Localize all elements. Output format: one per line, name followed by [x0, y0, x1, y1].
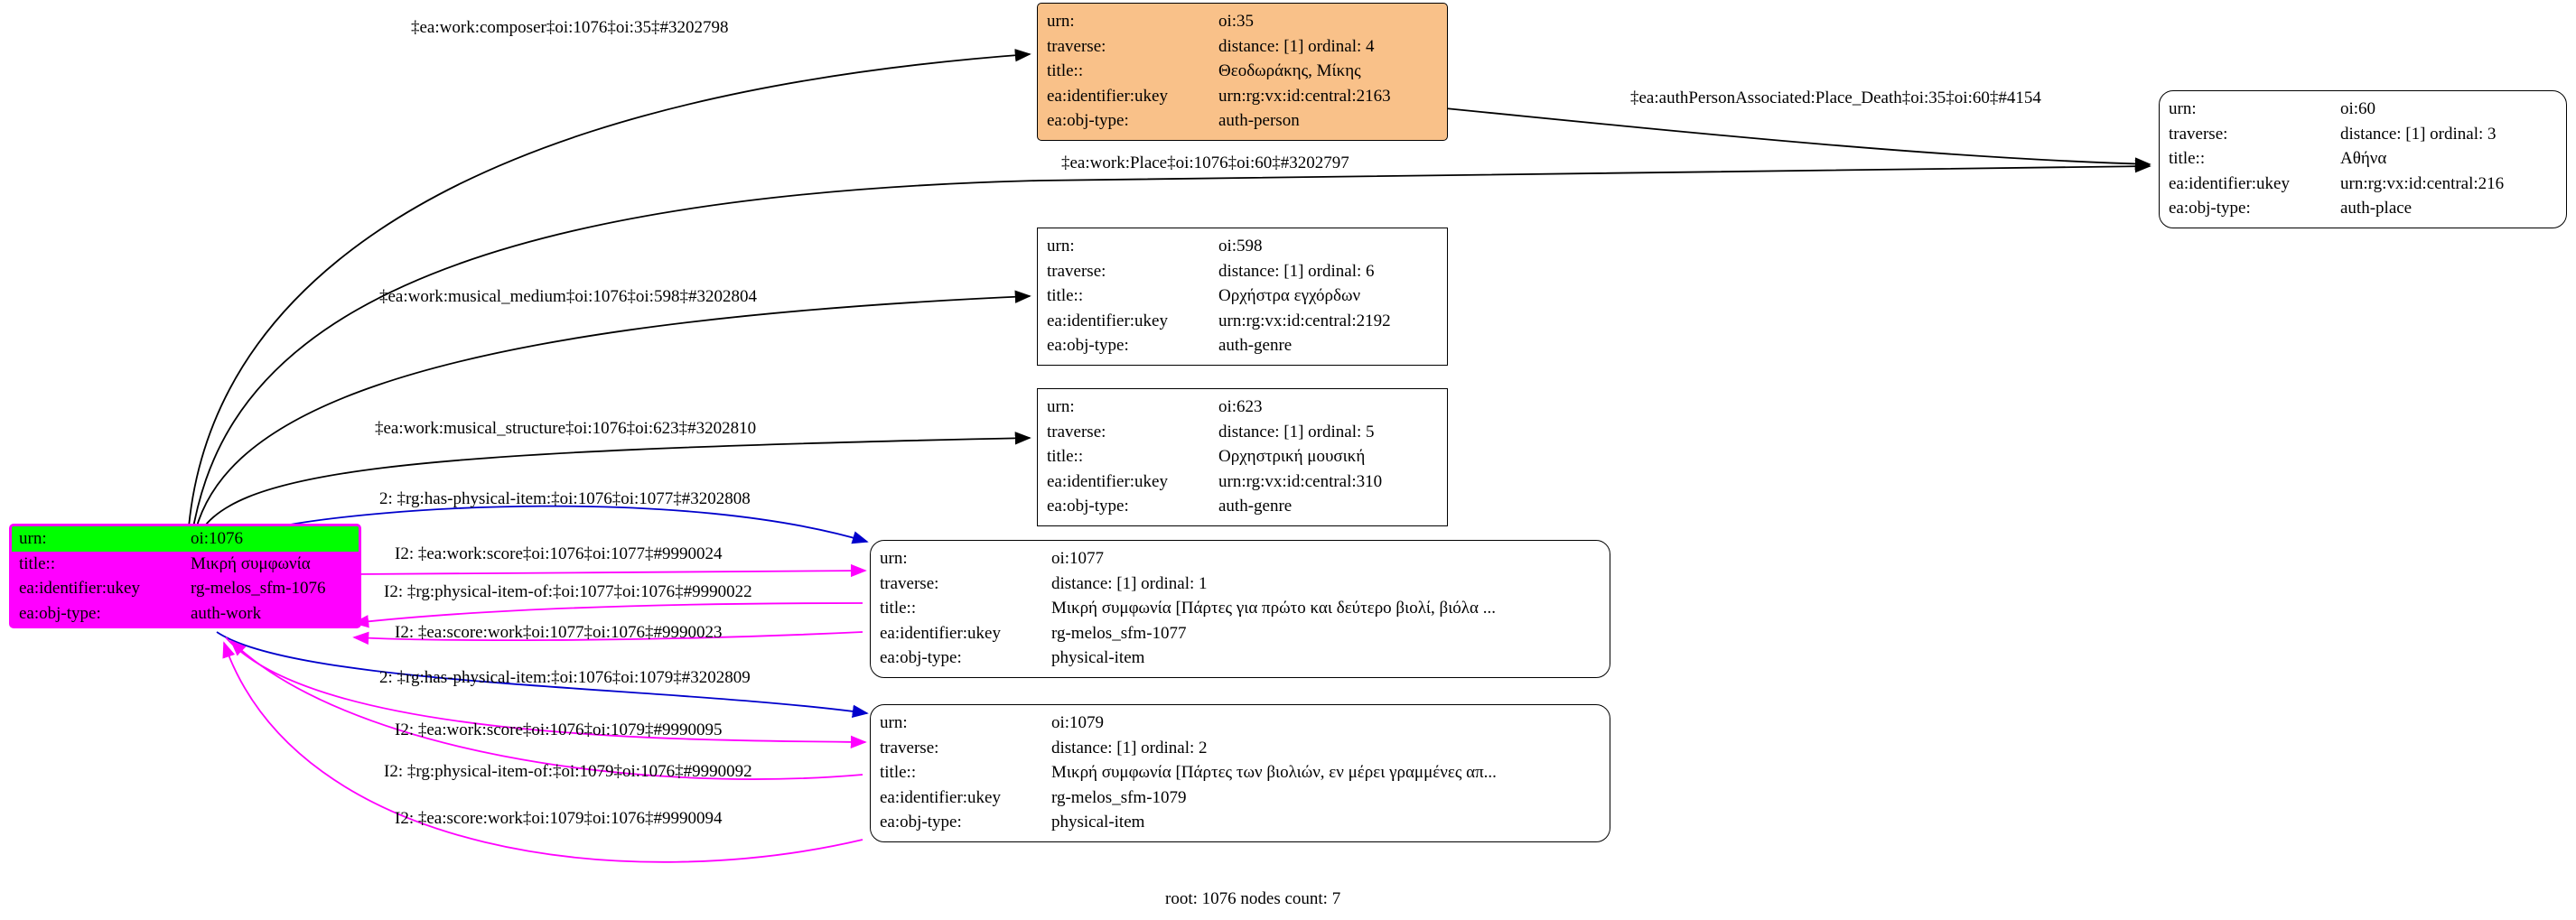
node-physical-item-1079[interactable]: [870, 704, 1610, 842]
field-label-urn: urn:: [1047, 12, 1075, 31]
field-value-traverse: distance: [1] ordinal: 1: [1051, 573, 1208, 593]
field-value-traverse: distance: [1] ordinal: 5: [1218, 422, 1375, 441]
field-label-ukey: ea:identifier:ukey: [1047, 86, 1168, 106]
field-label-title: title::: [1047, 61, 1084, 80]
field-value-ukey: urn:rg:vx:id:central:2163: [1218, 86, 1391, 106]
field-value-objtype: auth-genre: [1218, 497, 1293, 516]
field-label-ukey: ea:identifier:ukey: [1047, 311, 1168, 330]
field-value-urn: oi:1079: [1051, 713, 1105, 732]
node-row-ukey: [1047, 84, 1438, 109]
node-row-traverse: [1047, 34, 1438, 60]
field-label-objtype: ea:obj-type:: [1047, 497, 1129, 516]
node-row-title: [1047, 444, 1438, 469]
node-genre-623[interactable]: [1037, 388, 1448, 526]
field-label-traverse: traverse:: [1047, 422, 1106, 441]
field-value-ukey: rg-melos_sfm-1079: [1051, 787, 1187, 807]
field-value-objtype: physical-item: [1051, 813, 1145, 832]
field-label-traverse: traverse:: [1047, 36, 1106, 56]
field-value-traverse: distance: [1] ordinal: 3: [2340, 124, 2497, 144]
edge-label-work-composer: ‡ea:work:composer‡oi:1076‡oi:35‡#3202798: [411, 18, 729, 37]
edge-label-physical-item-of-1077: I2: ‡rg:physical-item-of:‡oi:1077‡oi:1076‡#9990022: [384, 582, 752, 601]
field-label-objtype: ea:obj-type:: [1047, 111, 1129, 130]
field-value-objtype: auth-place: [2340, 199, 2413, 218]
field-label-objtype: ea:obj-type:: [1047, 336, 1129, 355]
field-value-traverse: distance: [1] ordinal: 6: [1218, 261, 1375, 281]
node-row-urn: [1047, 395, 1438, 420]
field-value-traverse: distance: [1] ordinal: 2: [1051, 738, 1208, 757]
field-label-traverse: traverse:: [880, 573, 939, 593]
edge-label-work-musical-structure: ‡ea:work:musical_structure‡oi:1076‡oi:623‡#3202810: [375, 419, 757, 438]
field-label-objtype: ea:obj-type:: [880, 648, 962, 667]
field-label-traverse: traverse:: [880, 738, 939, 757]
field-value-objtype: auth-genre: [1218, 336, 1293, 355]
edge-label-work-musical-medium: ‡ea:work:musical_medium‡oi:1076‡oi:598‡#3202804: [379, 287, 757, 306]
edge-label-has-physical-item-1077: 2: ‡rg:has-physical-item:‡oi:1076‡oi:1077‡#3202808: [379, 489, 751, 508]
node-row-traverse: [880, 572, 1601, 597]
node-row-ukey: [12, 576, 359, 601]
field-value-urn: oi:1076: [191, 529, 244, 548]
field-value-objtype: physical-item: [1051, 648, 1145, 667]
field-label-title: title::: [19, 553, 56, 573]
node-row-ukey: [2169, 172, 2557, 197]
field-label-urn: urn:: [880, 713, 908, 732]
field-label-ukey: ea:identifier:ukey: [880, 787, 1001, 807]
node-row-ukey: [1047, 469, 1438, 495]
node-row-objtype: [1047, 333, 1438, 358]
field-value-urn: oi:623: [1218, 397, 1263, 416]
field-label-urn: urn:: [1047, 237, 1075, 256]
node-row-ukey: [1047, 309, 1438, 334]
field-value-ukey: rg-melos_sfm-1076: [191, 579, 326, 598]
node-row-objtype: [1047, 494, 1438, 519]
node-row-urn: [12, 526, 359, 552]
field-value-objtype: auth-person: [1218, 111, 1300, 130]
node-row-objtype: [880, 646, 1601, 671]
graph-footer: root: 1076 nodes count: 7: [1165, 889, 1341, 908]
node-row-traverse: [1047, 420, 1438, 445]
field-label-title: title::: [1047, 286, 1084, 305]
edge-label-authperson-place-death: ‡ea:authPersonAssociated:Place_Death‡oi:35‡oi:60‡#4154: [1630, 88, 2041, 107]
node-person-35[interactable]: [1037, 3, 1448, 141]
field-label-ukey: ea:identifier:ukey: [19, 579, 140, 598]
field-value-title: Μικρή συμφωνία [Πάρτες των βιολιών, εν μέρει γραμμένες απ...: [1051, 763, 1497, 782]
node-root-1076[interactable]: [9, 524, 361, 628]
field-label-urn: urn:: [19, 529, 47, 548]
node-row-title: [1047, 283, 1438, 309]
field-label-ukey: ea:identifier:ukey: [1047, 471, 1168, 491]
field-value-urn: oi:598: [1218, 237, 1263, 256]
node-row-urn: [2169, 97, 2557, 122]
field-label-objtype: ea:obj-type:: [2169, 199, 2251, 218]
node-row-objtype: [1047, 108, 1438, 134]
node-row-title: [880, 596, 1601, 621]
node-physical-item-1077[interactable]: [870, 540, 1610, 678]
field-value-title: Θεοδωράκης, Μίκης: [1218, 61, 1361, 80]
field-value-urn: oi:60: [2340, 99, 2376, 118]
field-value-ukey: urn:rg:vx:id:central:216: [2340, 173, 2505, 193]
field-value-title: Μικρή συμφωνία: [191, 553, 311, 573]
field-label-title: title::: [2169, 149, 2206, 168]
field-label-urn: urn:: [1047, 397, 1075, 416]
field-label-ukey: ea:identifier:ukey: [880, 623, 1001, 643]
field-label-ukey: ea:identifier:ukey: [2169, 173, 2290, 193]
edge-label-work-place: ‡ea:work:Place‡oi:1076‡oi:60‡#3202797: [1061, 153, 1349, 172]
node-row-title: [2169, 146, 2557, 172]
field-value-title: Ορχηστρική μουσική: [1218, 447, 1366, 466]
node-row-traverse: [880, 736, 1601, 761]
field-value-traverse: distance: [1] ordinal: 4: [1218, 36, 1375, 56]
node-row-urn: [880, 711, 1601, 736]
field-label-objtype: ea:obj-type:: [19, 603, 101, 623]
edge-label-score-work-1077: I2: ‡ea:score:work‡oi:1077‡oi:1076‡#9990023: [395, 623, 723, 642]
edge-label-physical-item-of-1079: I2: ‡rg:physical-item-of:‡oi:1079‡oi:1076‡#9990092: [384, 762, 752, 781]
field-value-title: Ορχήστρα εγχόρδων: [1218, 286, 1361, 305]
field-value-ukey: urn:rg:vx:id:central:2192: [1218, 311, 1391, 330]
node-row-objtype: [880, 810, 1601, 835]
node-row-urn: [1047, 234, 1438, 259]
field-value-urn: oi:35: [1218, 12, 1255, 31]
field-label-title: title::: [880, 599, 917, 618]
node-row-ukey: [880, 621, 1601, 646]
node-row-title: [1047, 59, 1438, 84]
field-label-objtype: ea:obj-type:: [880, 813, 962, 832]
field-value-title: Αθήνα: [2340, 149, 2387, 168]
edge-label-work-score-1079: I2: ‡ea:work:score‡oi:1076‡oi:1079‡#9990095: [395, 720, 723, 739]
field-label-urn: urn:: [880, 549, 908, 568]
node-row-urn: [880, 546, 1601, 572]
node-place-60[interactable]: [2159, 90, 2567, 228]
node-row-traverse: [2169, 122, 2557, 147]
node-row-ukey: [880, 785, 1601, 811]
node-row-objtype: [2169, 196, 2557, 221]
field-label-title: title::: [880, 763, 917, 782]
node-genre-598[interactable]: [1037, 228, 1448, 366]
field-label-title: title::: [1047, 447, 1084, 466]
node-row-urn: [1047, 9, 1438, 34]
node-row-objtype: [12, 601, 359, 627]
node-row-title: [880, 760, 1601, 785]
node-row-title: [12, 552, 359, 577]
field-value-objtype: auth-work: [191, 603, 262, 623]
field-label-traverse: traverse:: [2169, 124, 2228, 144]
edge-label-score-work-1079: I2: ‡ea:score:work‡oi:1079‡oi:1076‡#9990094: [395, 809, 723, 828]
edge-label-work-score-1077: I2: ‡ea:work:score‡oi:1076‡oi:1077‡#9990024: [395, 544, 723, 563]
field-value-ukey: rg-melos_sfm-1077: [1051, 623, 1187, 643]
field-value-urn: oi:1077: [1051, 549, 1105, 568]
field-label-urn: urn:: [2169, 99, 2197, 118]
node-row-traverse: [1047, 259, 1438, 284]
field-label-traverse: traverse:: [1047, 261, 1106, 281]
field-value-title: Μικρή συμφωνία [Πάρτες για πρώτο και δεύτερο βιολί, βιόλα ...: [1051, 599, 1496, 618]
edge-label-has-physical-item-1079: 2: ‡rg:has-physical-item:‡oi:1076‡oi:1079‡#3202809: [379, 668, 751, 687]
field-value-ukey: urn:rg:vx:id:central:310: [1218, 471, 1383, 491]
